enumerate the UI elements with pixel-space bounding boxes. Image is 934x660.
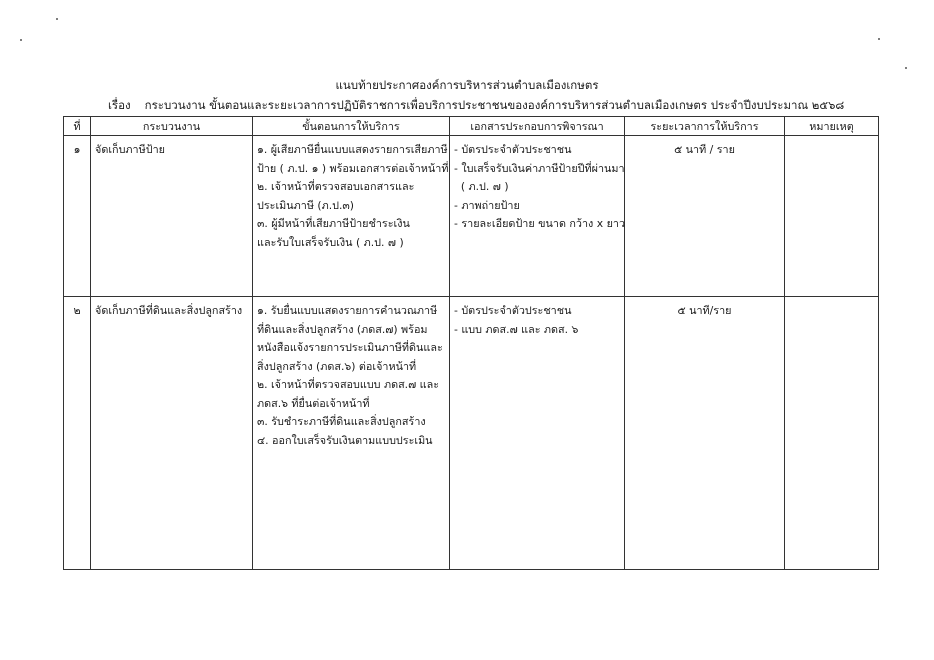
document-line: - ภาพถ่ายป้าย xyxy=(454,198,520,212)
document-line: ( ภ.ป. ๗ ) xyxy=(454,180,509,193)
step-line: ๓. ผู้มีหน้าที่เสียภาษีป้ายชำระเงิน xyxy=(257,217,410,230)
document-title: แนบท้ายประกาศองค์การบริหารส่วนตำบลเมืองเกษตร xyxy=(335,78,599,92)
cell-duration: ๕ นาที/ราย xyxy=(625,297,785,570)
step-line: ป้าย ( ภ.ป. ๑ ) พร้อมเอกสารต่อเจ้าหน้าที่ xyxy=(257,161,449,175)
step-line: ๑. รับยื่นแบบแสดงรายการคำนวณภาษี xyxy=(257,304,438,317)
cell-no: ๒ xyxy=(64,297,91,570)
step-line: ๔. ออกใบเสร็จรับเงินตามแบบประเมิน xyxy=(257,433,433,447)
scan-speck xyxy=(905,67,907,69)
document-line: - รายละเอียดป้าย ขนาด กว้าง x ยาว xyxy=(454,217,626,230)
document-line: - แบบ ภดส.๗ และ ภดส. ๖ xyxy=(454,322,579,336)
subject-label: เรื่อง xyxy=(108,98,131,112)
cell-duration: ๕ นาที / ราย xyxy=(625,136,785,297)
document-line: - บัตรประจำตัวประชาชน xyxy=(454,304,572,317)
cell-steps xyxy=(253,136,450,297)
table-row xyxy=(64,136,879,297)
table-row xyxy=(64,297,879,570)
scan-speck xyxy=(56,18,58,20)
cell-documents xyxy=(450,297,625,570)
step-line: และรับใบเสร็จรับเงิน ( ภ.ป. ๗ ) xyxy=(257,235,404,249)
header-no: ที่ xyxy=(64,117,91,136)
step-line: หนังสือแจ้งรายการประเมินภาษีที่ดินและ xyxy=(257,341,443,354)
cell-remark xyxy=(785,297,879,570)
step-line: สิ่งปลูกสร้าง (ภดส.๖) ต่อเจ้าหน้าที่ xyxy=(257,359,417,373)
header-process: กระบวนงาน xyxy=(91,117,253,136)
step-line: ๒. เจ้าหน้าที่ตรวจสอบเอกสารและ xyxy=(257,180,415,193)
header-duration: ระยะเวลาการให้บริการ xyxy=(625,117,785,136)
subject-text: กระบวนงาน ขั้นตอนและระยะเวลาการปฏิบัติราชการเพื่อบริการประชาชนขององค์การบริหารส่วนตำบลเมืองเกษตร ประจำปีงบประมาณ ๒๕๖๘ xyxy=(144,98,845,112)
step-line: ๓. รับชำระภาษีที่ดินและสิ่งปลูกสร้าง xyxy=(257,415,426,428)
step-line: ๒. เจ้าหน้าที่ตรวจสอบแบบ ภดส.๗ และ xyxy=(257,378,440,391)
step-line: ๑. ผู้เสียภาษียื่นแบบแสดงรายการเสียภาษี xyxy=(257,143,448,156)
document-subject xyxy=(108,97,908,115)
header-steps: ขั้นตอนการให้บริการ xyxy=(253,117,450,136)
cell-no: ๑ xyxy=(64,136,91,297)
scan-speck xyxy=(20,39,22,41)
header-remark: หมายเหตุ xyxy=(785,117,879,136)
header-documents: เอกสารประกอบการพิจารณา xyxy=(450,117,625,136)
cell-documents xyxy=(450,136,625,297)
document-line: - บัตรประจำตัวประชาชน xyxy=(454,143,572,156)
service-table xyxy=(63,116,879,570)
cell-process: จัดเก็บภาษีป้าย xyxy=(91,136,253,297)
scan-speck xyxy=(878,38,880,40)
table-header-row xyxy=(64,117,879,136)
cell-remark xyxy=(785,136,879,297)
step-line: ที่ดินและสิ่งปลูกสร้าง (ภดส.๗) พร้อม xyxy=(257,322,428,336)
document-line: - ใบเสร็จรับเงินค่าภาษีป้ายปีที่ผ่านมา xyxy=(454,161,625,175)
step-line: ประเมินภาษี (ภ.ป.๓) xyxy=(257,198,355,212)
step-line: ภดส.๖ ที่ยื่นต่อเจ้าหน้าที่ xyxy=(257,396,370,410)
cell-process: จัดเก็บภาษีที่ดินและสิ่งปลูกสร้าง xyxy=(91,297,253,570)
cell-steps xyxy=(253,297,450,570)
